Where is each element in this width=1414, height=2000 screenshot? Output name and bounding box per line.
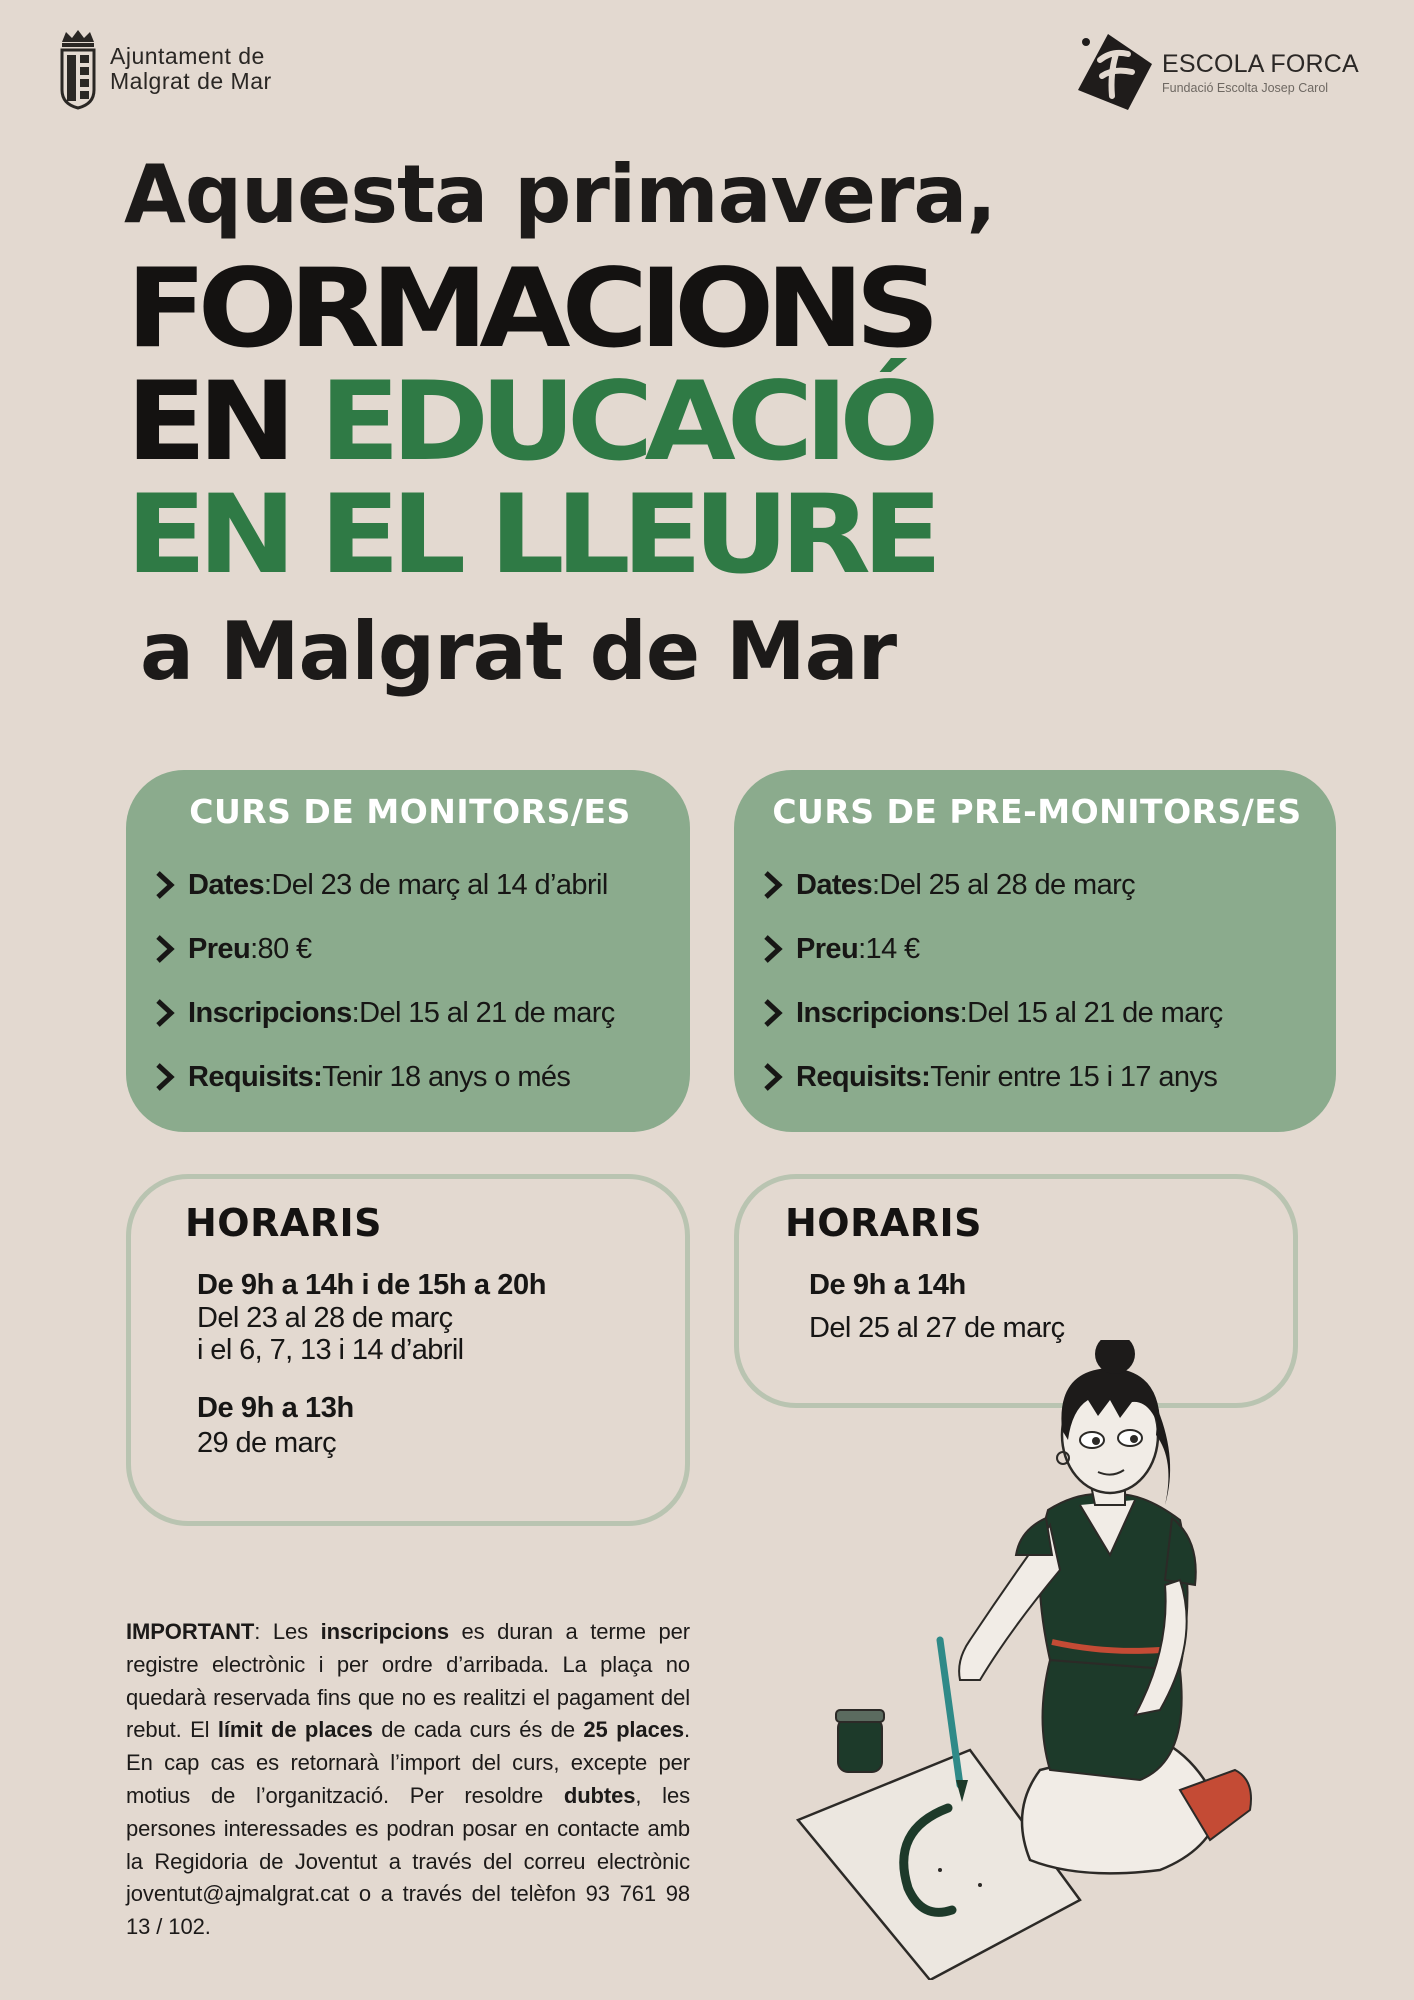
ajuntament-line1: Ajuntament de	[110, 43, 265, 69]
girl-painting-illustration	[780, 1340, 1280, 1980]
schedule-day: i el 6, 7, 13 i 14 d’abril	[197, 1334, 464, 1366]
chevron-right-icon	[762, 934, 784, 964]
schedule-title: HORARIS	[785, 1201, 983, 1245]
escola-subtitle: Fundació Escolta Josep Carol	[1162, 80, 1329, 95]
course-item-requirements: Requisits: Tenir 18 anys o més	[154, 1045, 666, 1109]
course-item-requirements: Requisits: Tenir entre 15 i 17 anys	[762, 1045, 1312, 1109]
course-item-registration: Inscripcions : Del 15 al 21 de març	[762, 981, 1312, 1045]
headline-line1: Aquesta primavera,	[124, 148, 996, 241]
headline-en: EN	[126, 358, 288, 485]
headline-lleure: EN EL LLEURE	[126, 471, 934, 598]
course-title: CURS DE PRE-MONITORS/ES	[772, 792, 1302, 831]
chevron-right-icon	[154, 870, 176, 900]
course-item-price: Preu : 14 €	[762, 917, 1312, 981]
ajuntament-line2: Malgrat de Mar	[110, 68, 272, 94]
course-card-monitors	[126, 770, 690, 1132]
chevron-right-icon	[762, 998, 784, 1028]
ajuntament-logo	[56, 28, 272, 110]
escola-name: ESCOLA FORCA	[1162, 49, 1359, 78]
schedule-box-monitors	[126, 1174, 690, 1526]
course-card-premonitors	[734, 770, 1336, 1132]
chevron-right-icon	[762, 870, 784, 900]
headline-location: a Malgrat de Mar	[140, 605, 897, 698]
schedule-time: De 9h a 13h	[197, 1392, 354, 1424]
important-notice: IMPORTANT: Les inscripcions es duran a terme per registre electrònic i per ordre d’arribada. La plaça no quedarà reservada fins que no es realitzi el pagament del rebut. El límit de places de cada curs és de 25 places. En cap cas es retornarà l’import del curs, excepte per motius de l’organització. Per resoldre dubtes, les persones interessades es podran posar en contacte amb la Regidoria de Joventut a través del correu electrònic joventut@ajmalgrat.cat o a través del telèfon 93 761 98 13 / 102.	[126, 1619, 690, 1940]
headline-formacions: FORMACIONS	[126, 245, 932, 372]
course-item-registration: Inscripcions : Del 15 al 21 de març	[154, 981, 666, 1045]
course-item-dates: Dates : Del 25 al 28 de març	[762, 853, 1312, 917]
headline-educacio: EDUCACIÓ	[319, 358, 931, 485]
chevron-right-icon	[154, 1062, 176, 1092]
schedule-day: Del 25 al 27 de març	[809, 1312, 1065, 1344]
chevron-right-icon	[154, 934, 176, 964]
chevron-right-icon	[762, 1062, 784, 1092]
schedule-day: 29 de març	[197, 1427, 337, 1459]
escola-forca-logo	[1072, 30, 1359, 114]
crest-icon	[56, 28, 100, 110]
schedule-day: Del 23 al 28 de març	[197, 1302, 453, 1334]
course-item-dates: Dates : Del 23 de març al 14 d’abril	[154, 853, 666, 917]
schedule-time: De 9h a 14h i de 15h a 20h	[197, 1269, 547, 1301]
escola-forca-mark-icon	[1072, 30, 1156, 114]
course-item-price: Preu : 80 €	[154, 917, 666, 981]
course-title: CURS DE MONITORS/ES	[189, 792, 631, 831]
schedule-title: HORARIS	[185, 1201, 383, 1245]
headline-educacio-line	[126, 358, 931, 485]
chevron-right-icon	[154, 998, 176, 1028]
schedule-time: De 9h a 14h	[809, 1269, 966, 1301]
